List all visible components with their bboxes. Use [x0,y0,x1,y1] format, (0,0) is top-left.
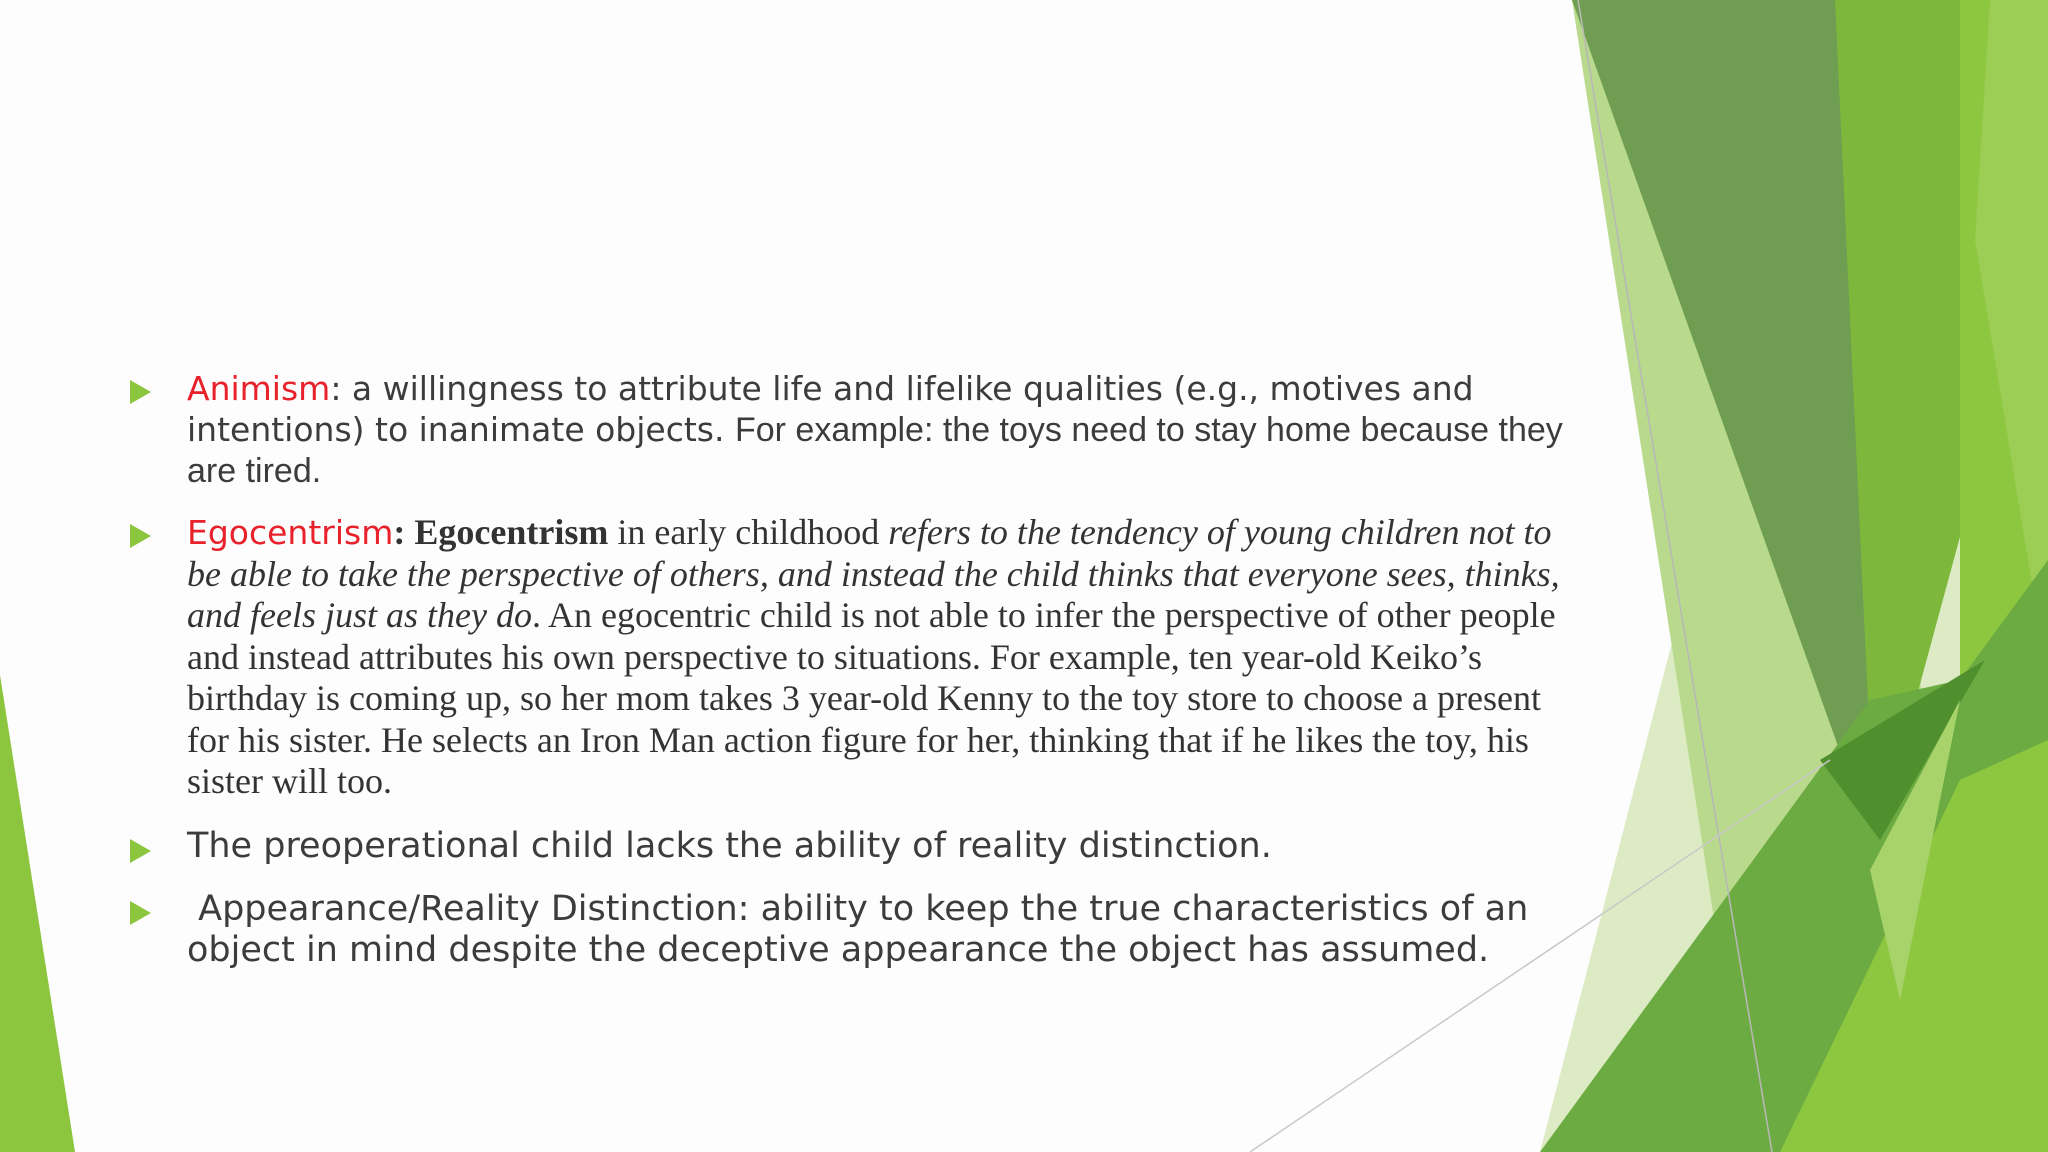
bullet-animism-text [187,368,1568,492]
appearance-reality-text: Appearance/Reality Distinction: ability to keep the true characteristics of an object in mind despite the deceptive appearance the object has assumed. [187,888,1540,970]
bullet-animism [128,368,1568,492]
triangle-right-icon [130,901,151,925]
egocentrism-text-a: in early childhood [608,512,889,552]
egocentrism-text-b: . An egocentric child is not able to infer the perspective of other people and instead attributes his own perspective to situations. For example, ten year-old Keiko’s birthday is coming up, so her mom takes 3 year-old Kenny to the toy store to choose a present for his sister. He selects an Iron Man action figure for her, thinking that if he likes the toy, his sister will too. [187,595,1556,801]
bullet-egocentrism [128,512,1568,803]
egocentrism-bold-term: Egocentrism [414,512,609,552]
triangle-right-icon [130,380,151,404]
triangle-right-icon [130,524,151,548]
animism-term: Animism [187,369,331,408]
egocentrism-italic-definition: refers to the tendency of young children not to be able to take the perspective of others, and instead the child thinks that everyone sees, thinks, and feels just as they do [187,512,1560,635]
bullet-egocentrism-text [187,512,1568,803]
animism-definition: a willingness to attribute life and lifelike qualities (e.g., motives and intentions) to inanimate objects. [187,369,1474,449]
bullet-list [128,368,1568,991]
bullet-appearance-reality [128,889,1568,971]
triangle-right-icon [130,839,151,863]
animism-separator: : [330,369,352,408]
left-green-sliver [0,675,75,1152]
bullet-preoperational [128,823,1568,869]
egocentrism-term: Egocentrism [187,513,394,552]
egocentrism-separator: : [393,512,415,552]
preoperational-text: The preoperational child lacks the ability of reality distinction. [187,825,1272,866]
animism-example: For example: the toys need to stay home because they are tired. [187,411,1563,490]
